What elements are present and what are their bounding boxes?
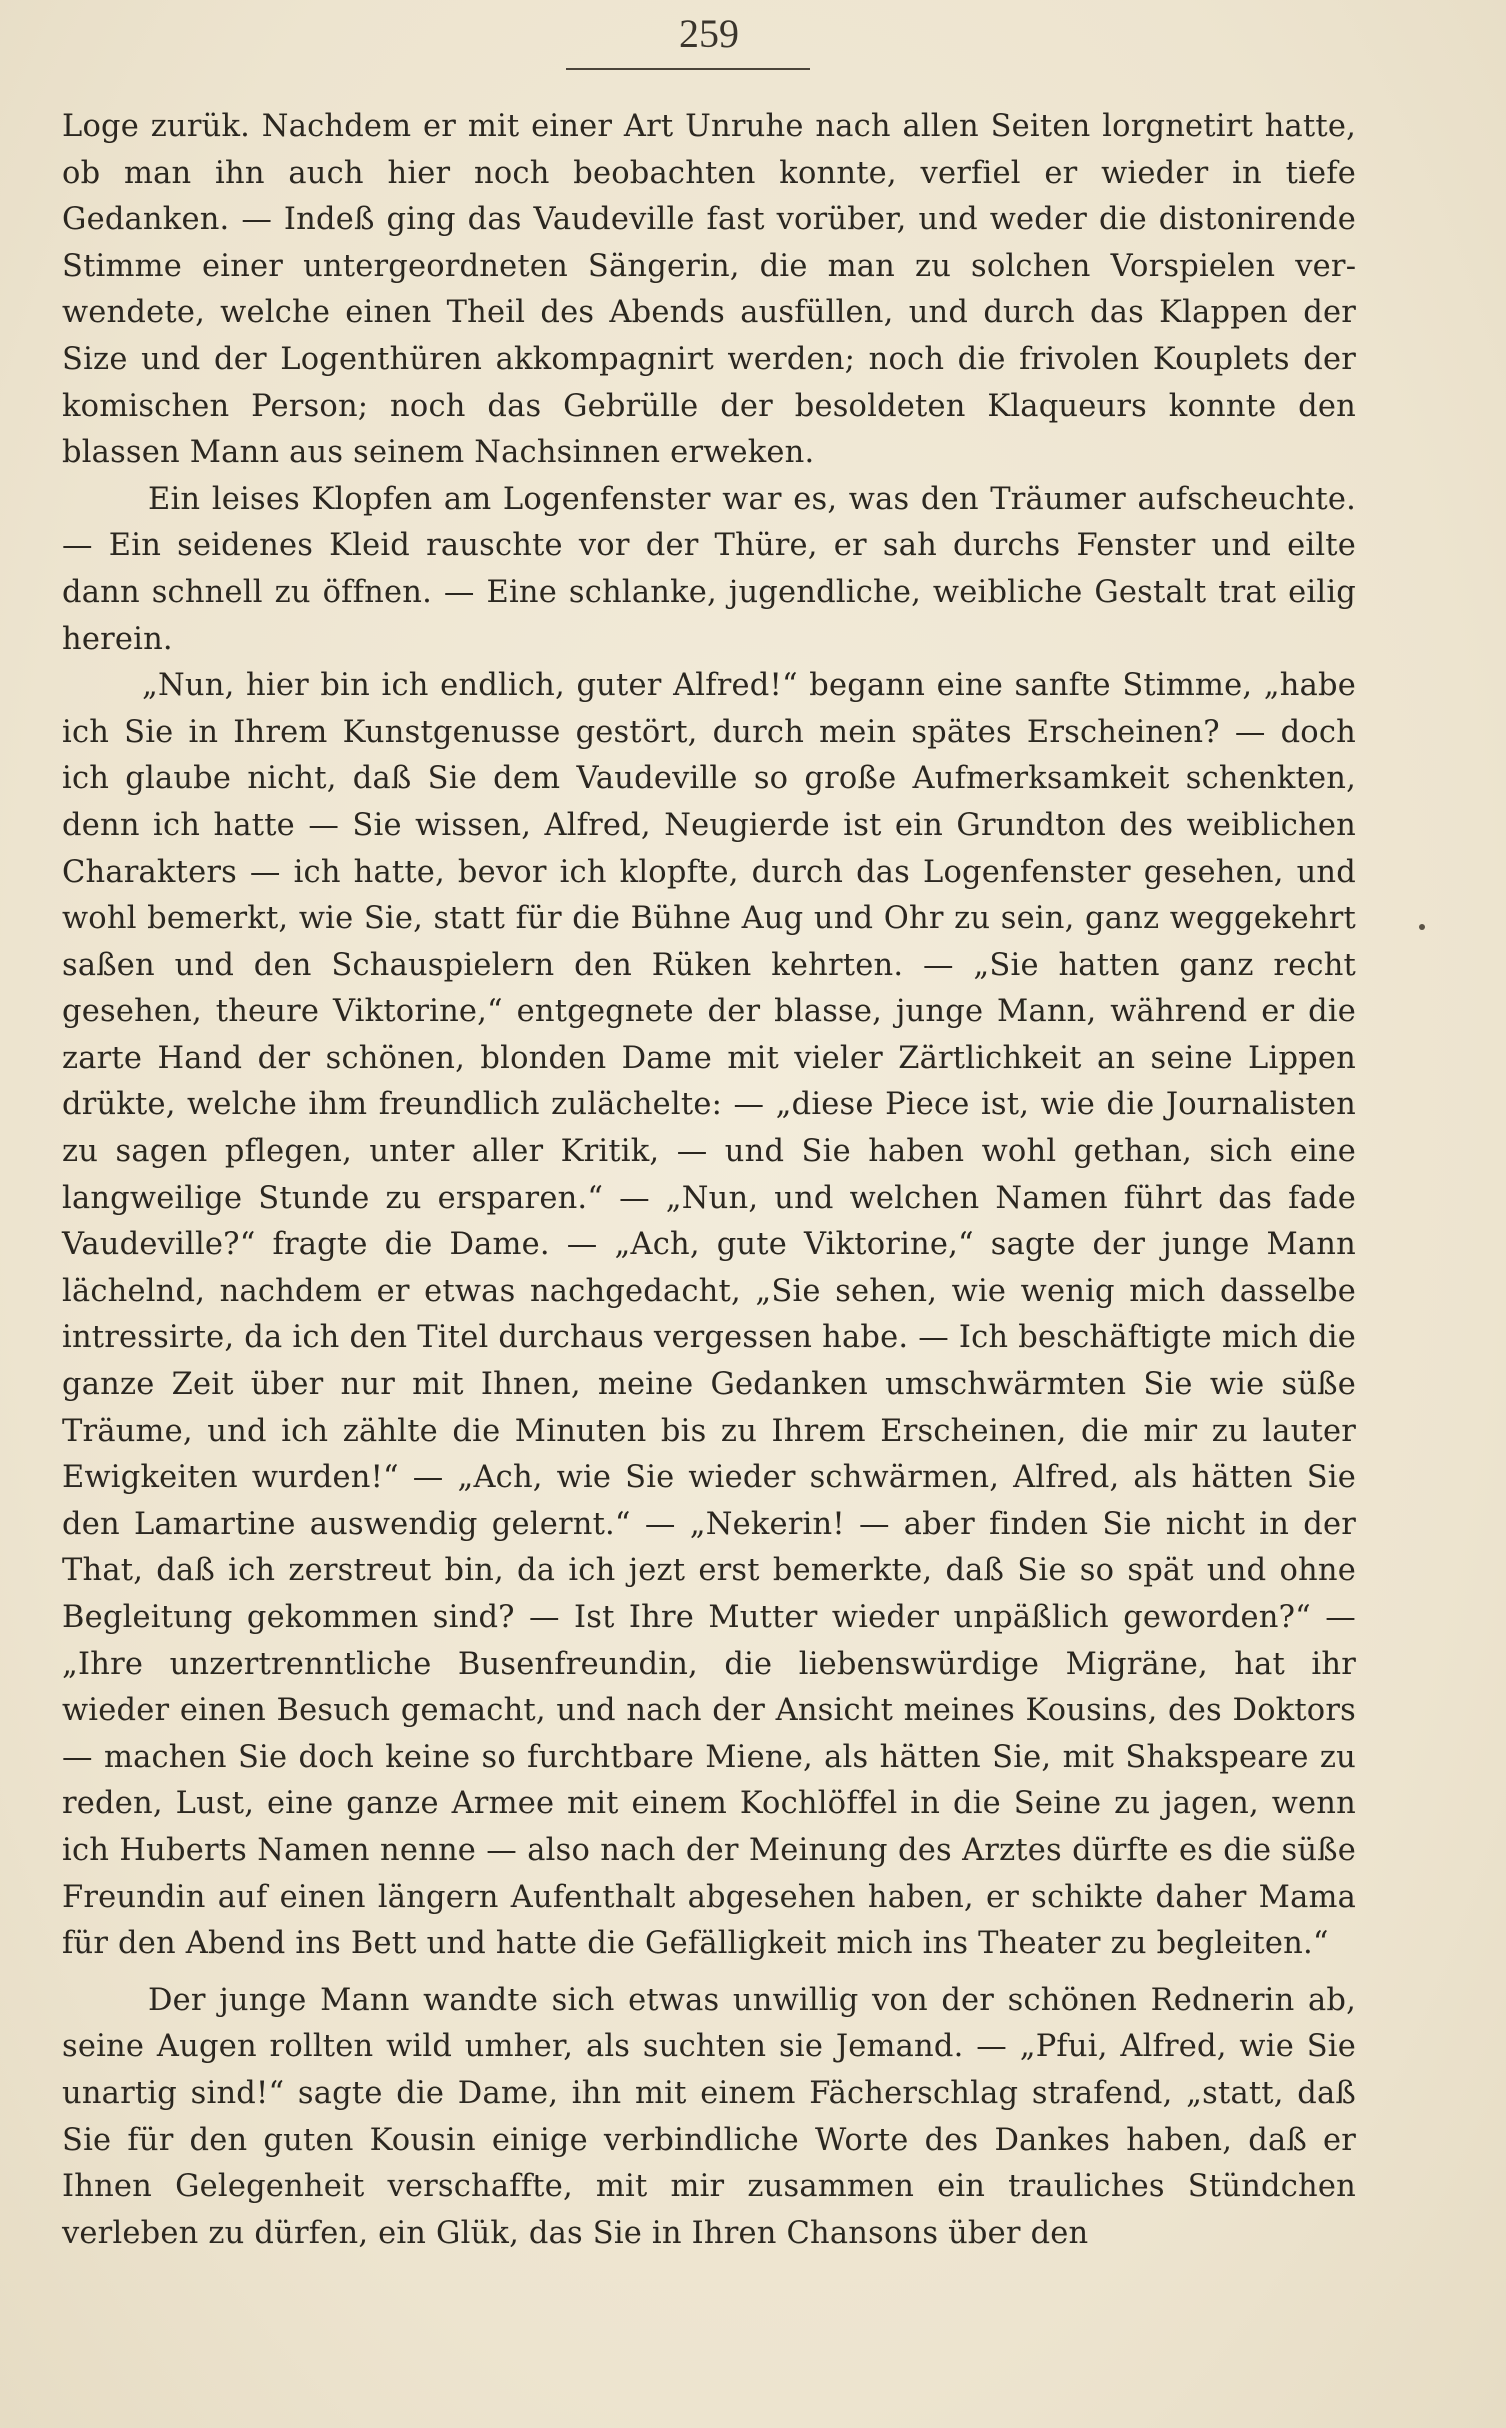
paragraph-1: Loge zurük. Nachdem er mit einer Art Unruhe nach allen Seiten lorgnetirt hatte, ob man ihn auch hier noch beobachten konnte, verfiel er wieder in tiefe Gedanken. — Indeß ging das Vaudeville fast vorüber, und weder die distonirende Stimme einer untergeordneten Sängerin, die man zu solchen Vorspielen verwendete, welche einen Theil des Abends ausfüllen, und durch das Klappen der Size und der Logenthüren akkompagnirt werden; noch die frivolen Kouplets der komischen Person; noch das Gebrülle der besoldeten Klaqueurs konnte den blassen Mann aus seinem Nachsinnen erweken.: [62, 109, 1356, 471]
paragraph-2: Ein leises Klopfen am Logenfenster war es, was den Träumer aufscheuchte. — Ein seidenes Kleid rauschte vor der Thüre, er sah durchs Fenster und eilte dann schnell zu öffnen. — Eine schlanke, jugendliche, weibliche Gestalt trat eilig herein.: [62, 481, 1356, 657]
header-rule: [566, 68, 810, 70]
page-number: 259: [679, 11, 739, 56]
body-text: [62, 104, 1356, 2257]
ink-speck: [1419, 924, 1425, 930]
paragraph-3: „Nun, hier bin ich endlich, guter Alfred!“ begann eine sanfte Stimme, „habe ich Sie in Ihrem Kunstgenusse gestört, durch mein spätes Erscheinen? — doch ich glaube nicht, daß Sie dem Vaudeville so große Aufmerksamkeit schenkten, denn ich hatte — Sie wissen, Alfred, Neugierde ist ein Grundton des weiblichen Charakters — ich hatte, bevor ich klopfte, durch das Logenfenster gesehen, und wohl bemerkt, wie Sie, statt für die Bühne Aug und Ohr zu sein, ganz weggekehrt saßen und den Schauspielern den Rüken kehrten. — „Sie hatten ganz recht gesehen, theure Viktorine,“ entgegnete der blasse, junge Mann, während er die zarte Hand der schönen, blonden Dame mit vieler Zärtlichkeit an seine Lippen drükte, welche ihm freundlich zulächelte: — „diese Piece ist, wie die Journalisten zu sagen pflegen, unter aller Kritik, — und Sie haben wohl gethan, sich eine langweilige Stunde zu ersparen.“ — „Nun, und welchen Namen führt das fade Vaudeville?“ fragte die Dame. — „Ach, gute Viktorine,“ sagte der junge Mann lächelnd, nachdem er etwas nachgedacht, „Sie sehen, wie wenig mich dasselbe intressirte, da ich den Titel durchaus vergessen habe. — Ich beschäftigte mich die ganze Zeit über nur mit Ihnen, meine Gedanken umschwärmten Sie wie süße Träume, und ich zählte die Minuten bis zu Ihrem Erscheinen, die mir zu lauter Ewigkeiten wurden!“ — „Ach, wie Sie wieder schwärmen, Alfred, als hätten Sie den Lamartine auswendig gelernt.“ — „Nekerin! — aber finden Sie nicht in der That, daß ich zerstreut bin, da ich jezt erst bemerkte, daß Sie so spät und ohne Begleitung gekommen sind? — Ist Ihre Mutter wieder unpäßlich geworden?“ — „Ihre unzertrenntliche Busenfreundin, die liebenswürdige Migräne, hat ihr wieder einen Besuch gemacht, und nach der Ansicht meines Kousins, des Doktors — machen Sie doch keine so furchtbare Miene, als hätten Sie, mit Shakspeare zu reden, Lust, eine ganze Armee mit einem Kochlöffel in die Seine zu jagen, wenn ich Huberts Namen nenne — also nach der Meinung des Arztes dürfte es die süße Freundin auf einen längern Aufenthalt abgesehen haben, er schikte daher Mama für den Abend ins Bett und hatte die Gefälligkeit mich ins Theater zu begleiten.“: [62, 668, 1356, 1962]
paragraph-4: Der junge Mann wandte sich etwas unwillig von der schönen Rednerin ab, seine Augen rollten wild umher, als suchten sie Jemand. — „Pfui, Alfred, wie Sie unartig sind!“ sagte die Dame, ihn mit einem Fächerschlag strafend, „statt, daß Sie für den guten Kousin einige verbindliche Worte des Dankes haben, daß er Ihnen Gelegenheit verschaffte, mit mir zusammen ein trauliches Stündchen verleben zu dürfen, ein Glük, das Sie in Ihren Chansons über den: [62, 1982, 1356, 2251]
